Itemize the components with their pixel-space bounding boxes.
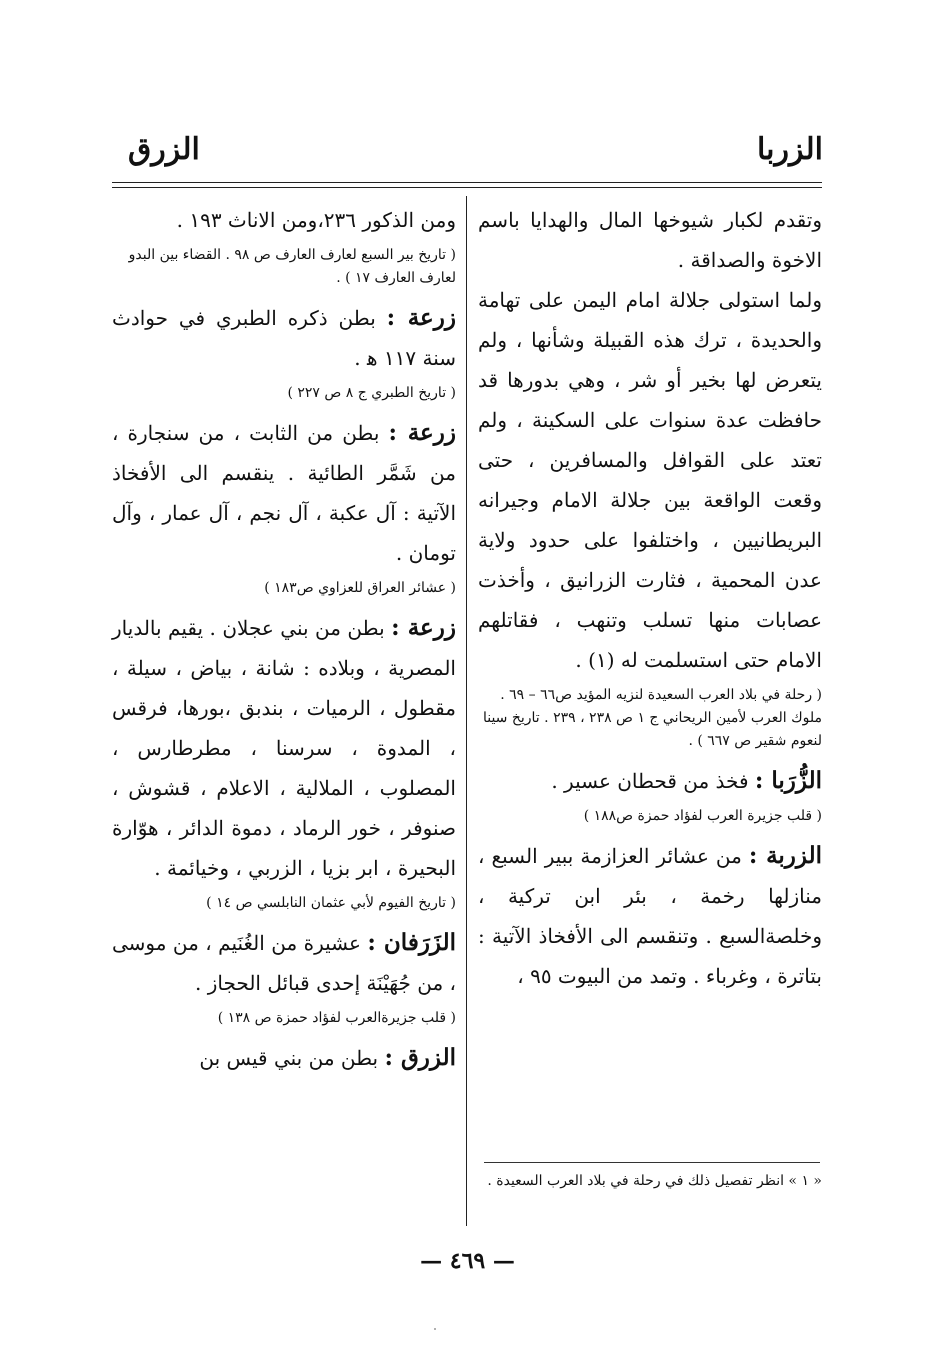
citation: ( تاريخ بير السبع لعارف العارف ص ٩٨ . القضاء بين البدو لعارف العارف ١٧ ) . [128,247,456,286]
paragraph: ولما استولى جلالة امام اليمن على تهامة والحديدة ، ترك هذه القبيلة وشأنها ، ولم يتعرض لها بخير أو شر ، وهي بدورها قد حافظت عدة سنوات على السكينة ، ولم تعتد على القوافل والمسافرين ، حتى وقعت الواقعة بين جلالة الامام وجيرانه البريطانيين ، واختلفوا على حدود ولاية عدن المحمية ، فثارت الزرانيق ، وأخذت عصابات منها تسلب وتنهب ، فقاتلهم الامام حتى استسلمت له (١) . [478,288,822,672]
entry-headword: زرعة : [391,614,456,641]
left-column [112,200,456,1078]
entry-text: بطن من الثابت ، من سنجارة ، من شَمَّر الطائية . ينقسم الى الأفخاذ الآتية : آل عكبة ، آل نجم ، آل عمار ، وآل تومان . [112,421,456,565]
entry [112,413,456,573]
entry-headword: زرعة : [386,304,456,331]
entry [112,608,456,888]
entry-headword: الزَرَفان : [367,929,457,956]
entry-headword: الزرق : [384,1044,456,1071]
entry-text: فخذ من قحطان عسير . [551,769,749,793]
paragraph: وتقدم لكبار شيوخها المال والهدايا باسم الاخوة والصداقة . [478,208,822,272]
citation: ( رحلة في بلاد العرب السعيدة لنزيه المؤيد ص٦٦ – ٦٩ . ملوك العرب لأمين الريحاني ج ١ ص ٢٣٨ ، ٢٣٩ . تاريخ سينا لنعوم شقير ص ٦٦٧ ) . [482,687,822,749]
header-rule [112,182,822,183]
entry-headword: الزُّرَبا : [754,767,822,794]
citation: ( قلب جزيرةالعرب لفؤاد حمزة ص ١٣٨ ) [217,1010,456,1026]
right-column [478,200,822,996]
column-divider [466,196,467,1226]
entry [112,923,456,1003]
entry [478,761,822,801]
citation: ( قلب جزيرة العرب لفؤاد حمزة ص١٨٨ ) [583,808,822,824]
page-number: — ٤٦٩ — [420,1248,515,1274]
entry [112,1038,456,1078]
citation: ( تاريخ الطبري ج ٨ ص ٢٢٧ ) [287,385,456,401]
entry-text: بطن من بني عجلان . يقيم بالديار المصرية ، وبلاده : شانة ، بياض ، سيلة ، مقطول ، الرميات ، بندبق ،بورها، فرقس ، المدوة ، سرسنا ، مطرطارس ، المصلوب ، الملالية ، الاعلام ، قشوش ، صنوفر ، خور الرماد ، دموة الدائر ، هوّارة البحيرة ، ابر بزيا ، الزربي ، وخيائمة . [112,616,456,880]
running-header-right: الزربا [756,132,823,167]
speck [434,1328,436,1330]
footnote-rule [484,1162,820,1163]
header-rule [112,187,822,188]
entry-headword: الزربة : [748,842,823,869]
running-header-left: الزرق [128,132,200,167]
citation: ( تاريخ الفيوم لأبي عثمان النابلسي ص ١٤ ) [206,895,456,911]
entry-text: بطن من بني قيس بن [199,1046,379,1070]
entry [478,836,822,996]
citation: ( عشائر العراق للعزاوي ص١٨٣ ) [264,580,456,596]
footnote: « ١ » انظر تفصيل ذلك في رحلة في بلاد العرب السعيدة . [487,1173,822,1189]
entry-text: عشيرة من الغُنَيم ، من موسى ، من جُهَيْنَة إحدى قبائل الحجاز . [112,931,456,995]
entry-text: من عشائر العزازمة ببير السبع ، منازلها رخمة ، بئر ابن تركية ، وخلصةالسبع . وتنقسم الى الأفخاذ الآتية : بتاترة ، وغرباء . وتمد من البيوت ٩٥ ، [478,844,822,988]
paragraph: ومن الذكور ٢٣٦،ومن الاناث ١٩٣ . [176,208,456,232]
entry-headword: زرعة : [388,419,456,446]
entry [112,298,456,378]
entry-text: بطن ذكره الطبري في حوادث سنة ١١٧ ﻫ . [112,306,456,370]
